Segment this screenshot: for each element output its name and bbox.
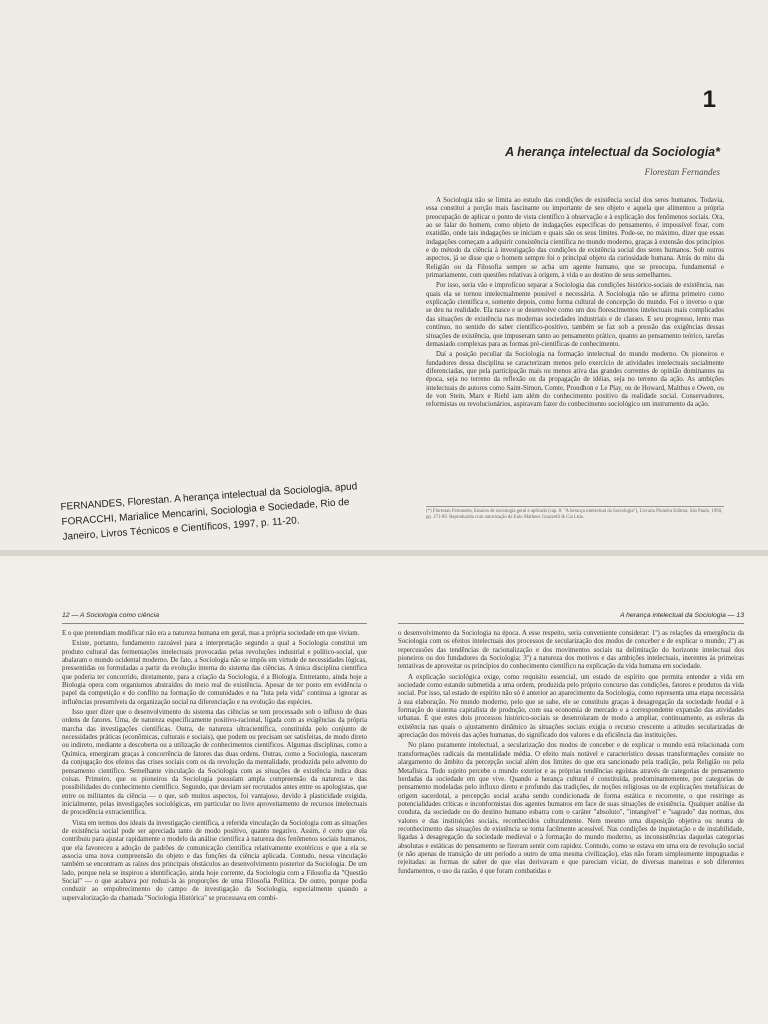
body-paragraph: Isso quer dizer que o desenvolvimento do sistema das ciências se tem processado sob o influxo de duas ordens de fatores. Uma, de natureza especificamente positivo-racional, ligada com as exigências da própria marcha das investigações científicas. Outra, de natureza ultracientífica, constituída pelo conjunto de necessidades práticas (econômicas, culturais e sociais), que podem ou precisam ser satisfeitas, de modo direto ou indireto, mediante a descoberta ou a utilização de conhecimentos científicos. Algumas disciplinas, como a Química, emergiram graças à concorrência de fatores das duas ordens. Outras, como a Sociologia, nasceram da conjugação dos efeitos das crises sociais com os da revolução da mentalidade, produzida pelo advento do pensamento científico. Semelhante vinculação da Sociologia com as situações de existência indica duas coisas. Primeiro, que os pioneiros da Sociologia possuíam ampla compreensão da natureza e das possibilidades do conhecimento científico. Segundo, que deviam ser recrutados antes entre os apologistas, que entre os militantes da ciência — o que, sob muitos aspectos, foi vantajoso, devido à plasticidade exigida, inicialmente, pelas investigações sociológicas, em particular no livre aproveitamento de recursos intelectuais de procedência extracientífica. [62,709,367,817]
right-page-body [398,630,744,876]
header-rule [398,623,744,624]
bibliographic-citation: FERNANDES, Florestan. A herança intelectual da Sociologia, apud FORACCHI, Marialice Mencarini, Sociologia e Sociedade, Rio de Janeiro, Livros Técnicos e Científicos, 1997, p. 11-20. [60,481,358,543]
body-paragraph: Vista em termos dos ideais da investigação científica, a referida vinculação da Sociologia com as situações de existência social pode ser apreciada tanto de modo positivo, quanto negativo. Assim, é certo que ela contribuiu para ajustar rapidamente o modelo da análise científica à natureza dos fenômenos sociais humanos, que ela favoreceu a adoção de padrões de comunicação científica relativamente exotéricos e que a ela se associa uma nova compreensão do objeto e das funções da ciência aplicada. Contudo, nessa vinculação também se encontram as raízes dos principais obstáculos ao desenvolvimento posterior da Sociologia. De um lado, porque nela se inspirou a identificação, ainda hoje corrente, da Sociologia com a Filosofia da "Questão Social" — o que acabava por reduzi-la às proporções de uma Filosofia Política. De outro, porque podia conduzir ao empobrecimento do campo de investigação da Sociologia, especialmente quando a supervalorização da chamada "Sociologia Histórica" se processava em combi- [62,819,367,902]
footnote: (*) Florestan Fernandes, Ensaios de sociologia geral e aplicada (cap. 8: "A herança intelectual da Sociologia"), Livraria Pioneira Editora, São Paulo, 1960, pp. 271-89. Reproduzido com autorização de Enio Matheus Guazzelli & Cia Ltda. [426,506,724,521]
body-paragraph: Existe, portanto, fundamento razoável para a interpretação segundo a qual a Sociologia constitui um produto cultural das fermentações intelectuais provocadas pelas revoluções industrial e político-social, que abalaram o mundo ocidental moderno. De fato, a Sociologia não se impôs em virtude de necessidades lógicas, pressentidas ou formuladas a partir da evolução interna do sistema das ciências. A única disciplina científica que poderia ter concorrido, diretamente, para a criação da Sociologia, é a Biologia. Entretanto, ainda hoje a Biologia opera com organismos abstraídos do meio real de existência. Apesar de ter posto em evidência o papel da competição e do conflito na formação de comunidades e na "luta pela vida" continua a ignorar as influências presumíveis da organização social na diferenciação e na evolução das espécies. [62,640,367,706]
left-page-header: 12 — A Sociologia como ciência [62,612,159,619]
chapter-number: 1 [702,86,716,113]
body-paragraph: No plano puramente intelectual, a secularização dos modos de conceber e de explicar o mundo está relacionada com transformações radicais da mentalidade média. O efeito mais notável e característico dessas transformações consiste no alargamento do âmbito da percepção social além dos limites do que era sancionado pela tradição, pela Religião ou pela Metafísica. Todo sujeito percebe o mundo exterior e as próprias tendências egoístas através de categorias de pensamento herdadas da sociedade em que vive. Quando a herança cultural é constituída, predominantemente, por categorias de pensamento modeladas pelo influxo direto e profundo das tradições, de noções religiosas ou de explicações metafísicas de origem sacerdotal, a percepção social acaba sendo condicionada de forma estática e recorrente, o que restringe as potencialidades críticas e inconformistas dos agentes humanos em face de suas situações de existência. Qualquer análise da conduta, da sociedade ou do destino humano esbarra com o caráter "absoluto", "intangível" e "sagrado" das normas, dos valores e das instituições sociais, reconhecidos culturalmente. Nem mesmo uma disposição objetiva ou neutra de reconhecimento das situações de existência se torna facilmente acessível. Nas condições de inquietação e de instabilidade, ligadas à desagregação da sociedade medieval e à formação do mundo moderno, as inconsistências daquelas categorias absolutas e estáticas do pensamento se fizeram sentir com rapidez. Contudo, como se estava em uma era de revolução social (e não apenas de transição de um período a outro de uma mesma civilização), elas não foram simplesmente impugnadas e rejeitadas: as formas de saber de que elas derivavam e que pareciam viciar, de diversas maneiras e sob diferentes fundamentos, o uso da razão, é que foram combatidas e [398,742,744,875]
body-paragraph: A explicação sociológica exige, como requisito essencial, um estado de espírito que permita entender a vida em sociedade como estando submetida a uma ordem, produzida pelo próprio concurso das condições, fatores e produtos da vida social. Por isso, tal estado de espírito não só é anterior ao aparecimento da Sociologia, como representa uma etapa necessária à sua elaboração. No mundo moderno, pelo que se sabe, ele se constituiu graças à desagregação da sociedade feudal e à formação do sistema capitalista de produção, com sua economia de mercado e a correspondente expansão das atividades urbanas. É que estes dois processos histórico-sociais se desenrolaram de modo a ampliar, continuamente, as esferas da existência nas quais o ajustamento dinâmico às situações sociais exigia o recurso crescente a atitudes secularizadas de apreciação dos móveis das ações humanas, do significado dos valores e da eficiência das instituições. [398,673,744,740]
page-spread [0,556,768,1024]
chapter-body [426,197,724,410]
body-paragraph: Daí a posição peculiar da Sociologia na formação intelectual do mundo moderno. Os pioneiros e fundadores dessa disciplina se caracterizam menos pelo exercício de atividades intelectuais socialmente diferenciadas, que pela participação mais ou menos ativa das grandes correntes de opinião dominantes na época, seja no terreno da reflexão ou da propagação de idéias, seja no terreno da ação. As ambições intelectuais de autores como Saint-Simon, Comte, Proudhon e Le Play, ou de Howard, Malthus e Owen, ou de von Stein, Marx e Riehl iam além do conhecimento positivo da realidade social. Conservadores, reformistas ou revolucionários, aspiravam fazer do conhecimento sociológico um instrumento da ação. [426,351,724,409]
body-paragraph: A Sociologia não se limita ao estudo das condições de existência social dos seres humanos. Todavia, essa constitui a porção mais fascinante ou importante de seu objeto e aquela que alimentou a própria preocupação de aplicar o ponto de vista científico à observação e à explicação dos fenômenos sociais. Ora, ao se falar do homem, como objeto de indagações específicas do pensamento, é impossível fixar, com exatidão, onde tais indagações se iniciam e quais são os seus limites. Pode-se, no máximo, dizer que essas indagações começam a adquirir consistência científica no mundo moderno, graças à extensão dos princípios e do método da ciência à investigação das condições de existência social dos seres humanos. Sob outros aspectos, já se disse que o homem sempre foi o principal objeto da curiosidade humana. Atrás do mito da Religião ou da Filosofia sempre se acha um agente humano, que se preocupa, fundamental e primariamente, com questões relativas à origem, à vida e ao destino de seus semelhantes. [426,197,724,280]
chapter-author: Florestan Fernandes [644,167,720,177]
right-page-header: A herança intelectual da Sociologia — 13 [619,612,744,619]
body-paragraph: E o que pretendiam modificar não era a natureza humana em geral, mas a própria sociedade em que viviam. [62,630,360,637]
chapter-title: A herança intelectual da Sociologia* [505,145,720,159]
left-page-body [62,630,367,903]
header-rule [62,623,367,624]
body-paragraph: Por isso, seria vão e improfícuo separar a Sociologia das condições histórico-sociais de existência, nas quais ela se tornou intelectualmente possível e necessária. A Sociologia não se afirma primeiro como explicação científica e, somente depois, como forma cultural de concepção do mundo. Foi o inverso o que se deu na realidade. Ela nasce e se desenvolve como um dos florescimentos intelectuais mais complicados das situações de existência nas modernas sociedades industriais e de classes. E seu progresso, lento mas contínuo, no sentido do saber científico-positivo, também se faz sob a pressão das exigências dessas situações de existência, que impuseram tanto ao pensamento prático, quanto ao pensamento teórico, tarefas demasiado complexas para as formas pré-científicas de conhecimento. [426,282,724,348]
body-paragraph: o desenvolvimento da Sociologia na época. A esse respeito, seria conveniente considerar: 1º) as relações da emergência da Sociologia com os efeitos intelectuais dos processos de secularização dos modos de conceber e de explicar o mundo; 2º) as repercussões das tendências de racionalização e dos movimentos sociais na delimitação do horizonte intelectual dos pioneiros ou dos fundadores da Sociologia; 3º) a natureza dos motivos e das ambições intelectuais, inerentes às primeiras tentativas de aproveitar os princípios do conhecimento científico na explicação da vida humana em sociedade. [398,630,744,671]
